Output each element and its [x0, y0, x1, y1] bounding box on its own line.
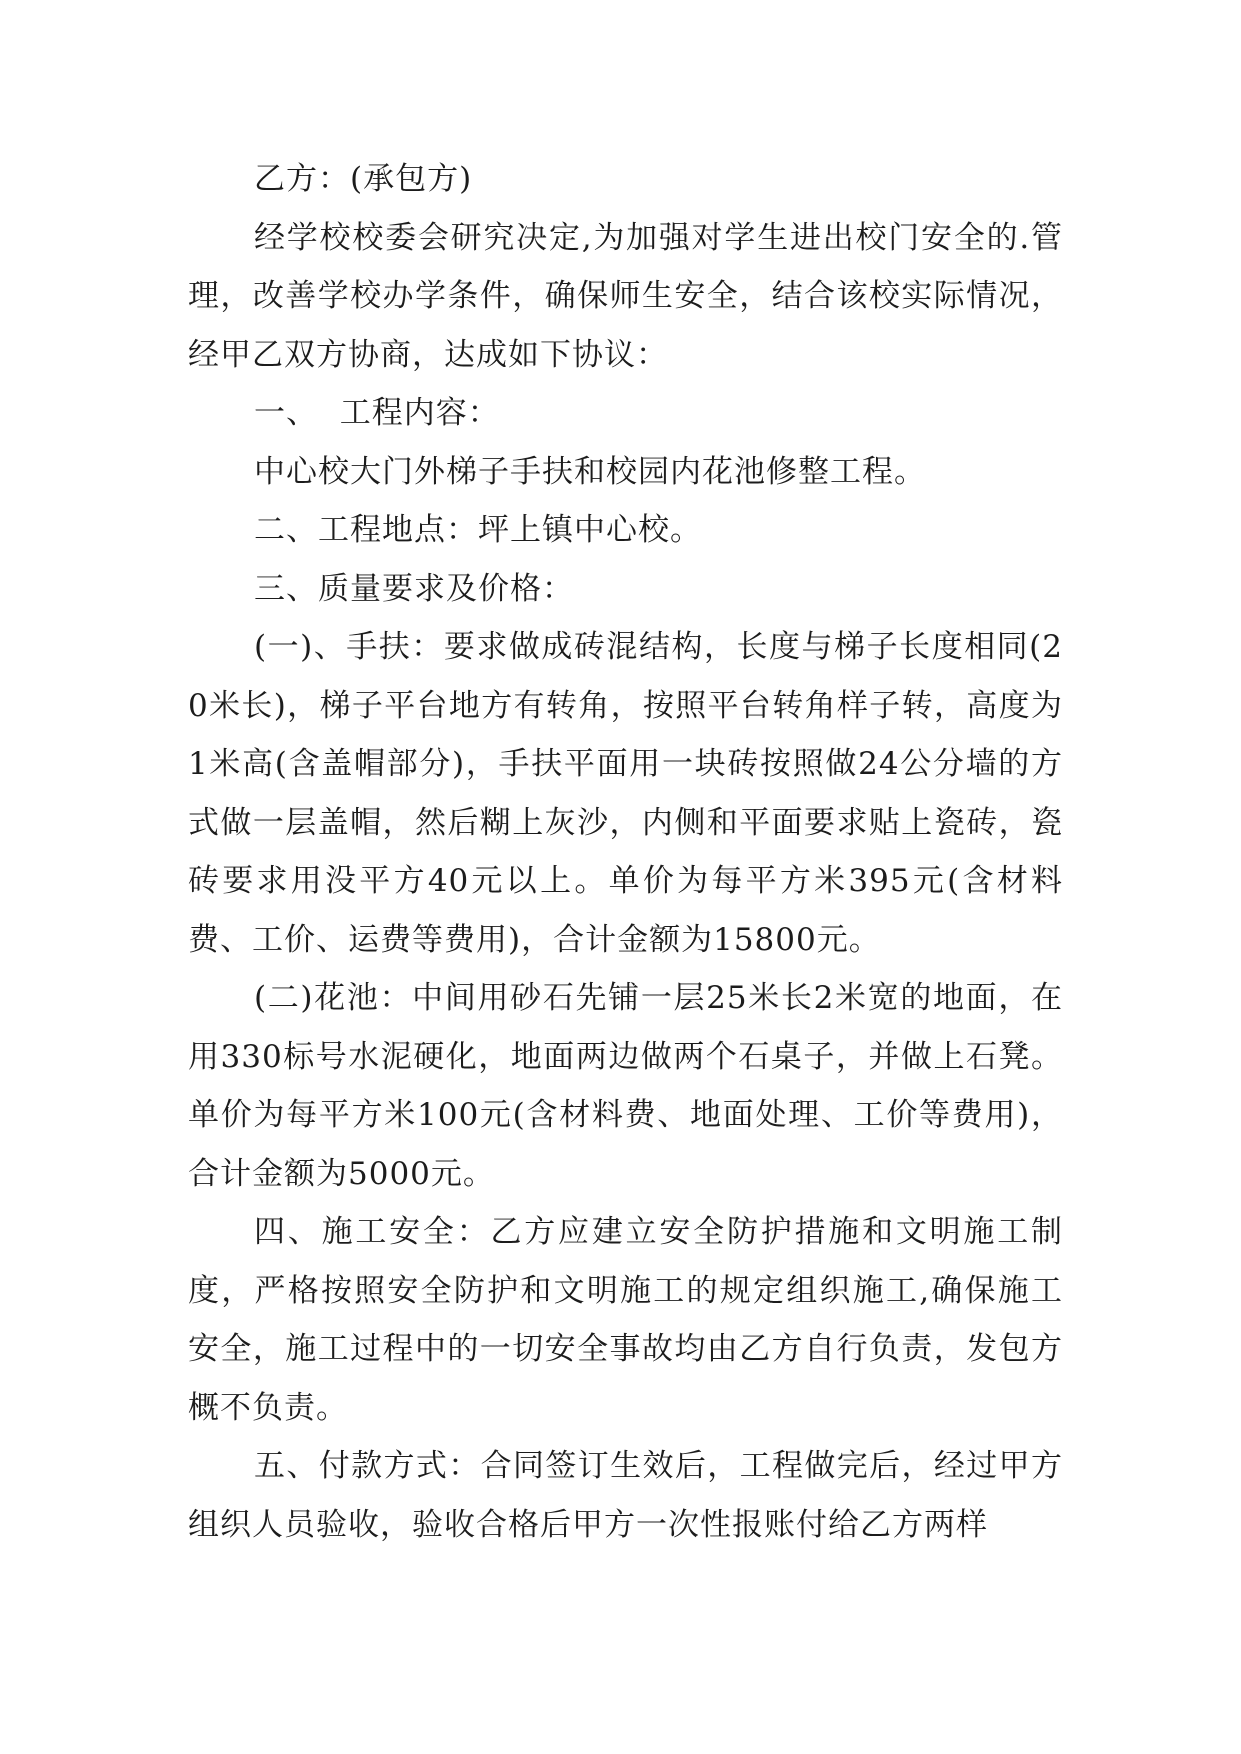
paragraph-payment-method: 五、付款方式：合同签订生效后，工程做完后，经过甲方组织人员验收，验收合格后甲方一次性报账付给乙方两样 [188, 1448, 1063, 1543]
heading-project-content: 一、 工程内容： [254, 395, 500, 431]
paragraph-party-b: 乙方：(承包方) [254, 161, 473, 197]
document-body [188, 150, 1074, 1554]
paragraph-project-content: 中心校大门外梯子手扶和校园内花池修整工程。 [254, 453, 926, 490]
heading-project-location: 二、工程地点：坪上镇中心校。 [254, 512, 702, 548]
paragraph-preamble: 经学校校委会研究决定,为加强对学生进出校门安全的.管理，改善学校办学条件，确保师生安全，结合该校实际情况，经甲乙双方协商，达成如下协议： [188, 219, 1063, 373]
paragraph-flower-bed: (二)花池：中间用砂石先铺一层25米长2米宽的地面，在用330标号水泥硬化，地面两边做两个石桌子，并做上石凳。单价为每平方米100元(含材料费、地面处理、工价等费用)，合计金额为5000元。 [188, 980, 1063, 1192]
paragraph-construction-safety: 四、施工安全：乙方应建立安全防护措施和文明施工制度，严格按照安全防护和文明施工的规定组织施工,确保施工 安全，施工过程中的一切安全事故均由乙方自行负责，发包方概不负责。 [188, 1214, 1074, 1426]
heading-quality-price: 三、质量要求及价格： [254, 570, 574, 607]
paragraph-handrail: (一)、手扶：要求做成砖混结构，长度与梯子长度相同(20米长)，梯子平台地方有转角，按照平台转角样子转，高度为1米高(含盖帽部分)，手扶平面用一块砖按照做24公分墙的方式做一层盖帽，然后糊上灰沙，内侧和平面要求贴上瓷砖，瓷砖要求用没平方40元以上。单价为每平方米395元(含材料费、工价、运费等费用)，合计金额为15800元。 [188, 629, 1063, 958]
